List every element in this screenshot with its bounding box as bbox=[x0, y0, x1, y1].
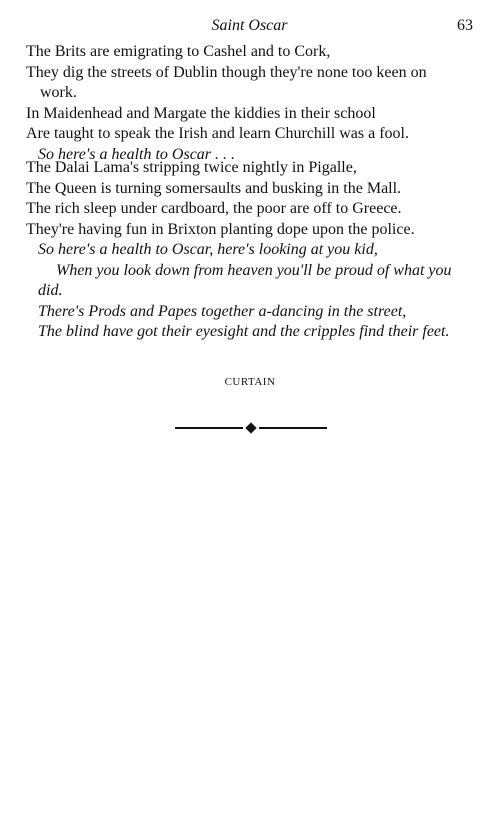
curtain-label: CURTAIN bbox=[224, 376, 276, 388]
ornament-rule-left bbox=[175, 427, 243, 429]
diamond-icon bbox=[245, 422, 256, 433]
stanza-2 bbox=[26, 158, 486, 343]
verse-line: The Brits are emigrating to Cashel and to Cork, bbox=[26, 43, 331, 60]
page-header bbox=[26, 14, 473, 38]
chorus-line: So here's a health to Oscar, here's looking at you kid, bbox=[38, 241, 378, 258]
verse-line: Are taught to speak the Irish and learn Churchill was a fool. bbox=[26, 125, 409, 142]
verse-line: They're having fun in Brixton planting dope upon the police. bbox=[26, 220, 415, 238]
verse-line-continuation: work. bbox=[40, 84, 77, 101]
verse-line: The Dalai Lama's stripping twice nightly in Pigalle, bbox=[26, 159, 357, 176]
chorus-line-continuation: did. bbox=[38, 282, 63, 299]
page-number: 63 bbox=[457, 17, 473, 34]
chorus-line: So here's a health to Oscar . . . bbox=[38, 145, 236, 163]
running-title: Saint Oscar bbox=[211, 17, 288, 34]
verse-line: The Queen is turning somersaults and busking in the Mall. bbox=[26, 179, 402, 197]
verse-line: They dig the streets of Dublin though they're none too keen on bbox=[26, 63, 427, 81]
diamond-rule-ornament-icon bbox=[175, 421, 327, 435]
chorus-line: When you look down from heaven you'll be proud of what you bbox=[56, 261, 452, 279]
verse-line: The rich sleep under cardboard, the poor are off to Greece. bbox=[26, 200, 402, 217]
ornament-rule-right bbox=[259, 427, 327, 429]
verse-line: In Maidenhead and Margate the kiddies in their school bbox=[26, 104, 376, 122]
chorus-line: The blind have got their eyesight and the cripples find their feet. bbox=[38, 323, 450, 340]
stanza-1 bbox=[26, 42, 486, 165]
chorus-line: There's Prods and Papes together a-dancing in the street, bbox=[38, 302, 407, 320]
